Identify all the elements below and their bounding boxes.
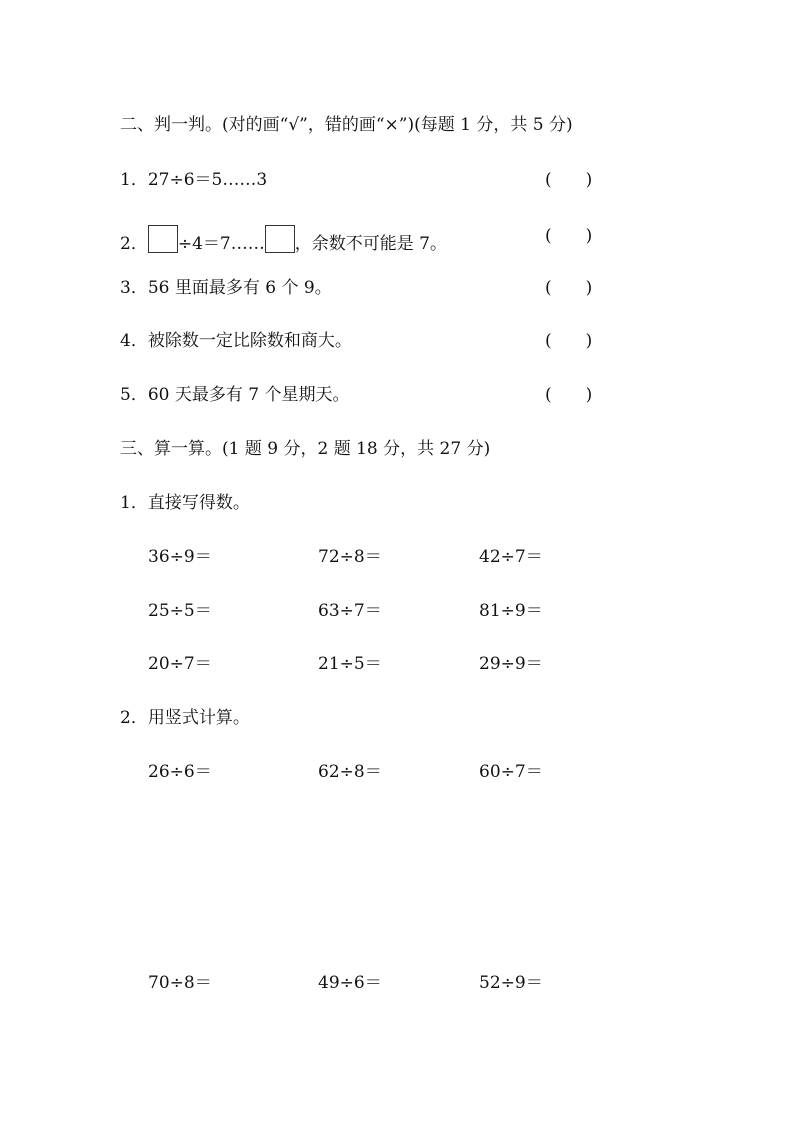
calc-item: 36÷9＝ — [148, 547, 212, 567]
answer-paren-4[interactable]: ( ) — [545, 331, 593, 351]
calc-item: 25÷5＝ — [148, 601, 212, 621]
q2-title: 2．用竖式计算。 — [120, 708, 250, 728]
answer-paren-2[interactable]: ( ) — [545, 226, 593, 246]
section2-heading: 二、判一判。(对的画“√”，错的画“×”)(每题 1 分，共 5 分) — [120, 115, 573, 135]
vertical-calc-item: 26÷6＝ — [148, 762, 212, 782]
item-text: 27÷6＝5……3 — [147, 170, 268, 190]
q1-title: 1．直接写得数。 — [120, 493, 250, 513]
blank-box[interactable] — [148, 225, 178, 253]
item-number: 3． — [120, 278, 148, 298]
judge-item-2 — [120, 225, 447, 255]
answer-paren-1[interactable]: ( ) — [545, 170, 593, 190]
blank-box[interactable] — [265, 225, 295, 253]
answer-paren-5[interactable]: ( ) — [545, 385, 593, 405]
judge-item-1 — [120, 169, 267, 191]
section3-heading: 三、算一算。(1 题 9 分，2 题 18 分，共 27 分) — [120, 439, 491, 459]
vertical-calc-item: 60÷7＝ — [479, 762, 543, 782]
item-text: 被除数一定比除数和商大。 — [147, 331, 352, 351]
judge-item-5 — [120, 384, 350, 406]
item-text-b: ，余数不可能是 7。 — [294, 234, 447, 254]
vertical-calc-item: 52÷9＝ — [479, 973, 543, 993]
item-text: 56 里面最多有 6 个 9。 — [147, 278, 332, 298]
vertical-calc-item: 49÷6＝ — [318, 973, 382, 993]
item-number: 2． — [120, 234, 148, 254]
item-number: 1． — [120, 170, 148, 190]
calc-item: 63÷7＝ — [318, 601, 382, 621]
vertical-calc-item: 70÷8＝ — [148, 973, 212, 993]
item-text-a: ÷4＝7…… — [177, 234, 265, 254]
item-number: 4． — [120, 331, 148, 351]
calc-item: 21÷5＝ — [318, 654, 382, 674]
answer-paren-3[interactable]: ( ) — [545, 278, 593, 298]
calc-item: 20÷7＝ — [148, 654, 212, 674]
calc-item: 29÷9＝ — [479, 654, 543, 674]
judge-item-4 — [120, 330, 352, 352]
calc-item: 81÷9＝ — [479, 601, 543, 621]
judge-item-3 — [120, 277, 332, 299]
item-text: 60 天最多有 7 个星期天。 — [147, 385, 350, 405]
item-number: 5． — [120, 385, 148, 405]
calc-item: 42÷7＝ — [479, 547, 543, 567]
calc-item: 72÷8＝ — [318, 547, 382, 567]
vertical-calc-item: 62÷8＝ — [318, 762, 382, 782]
